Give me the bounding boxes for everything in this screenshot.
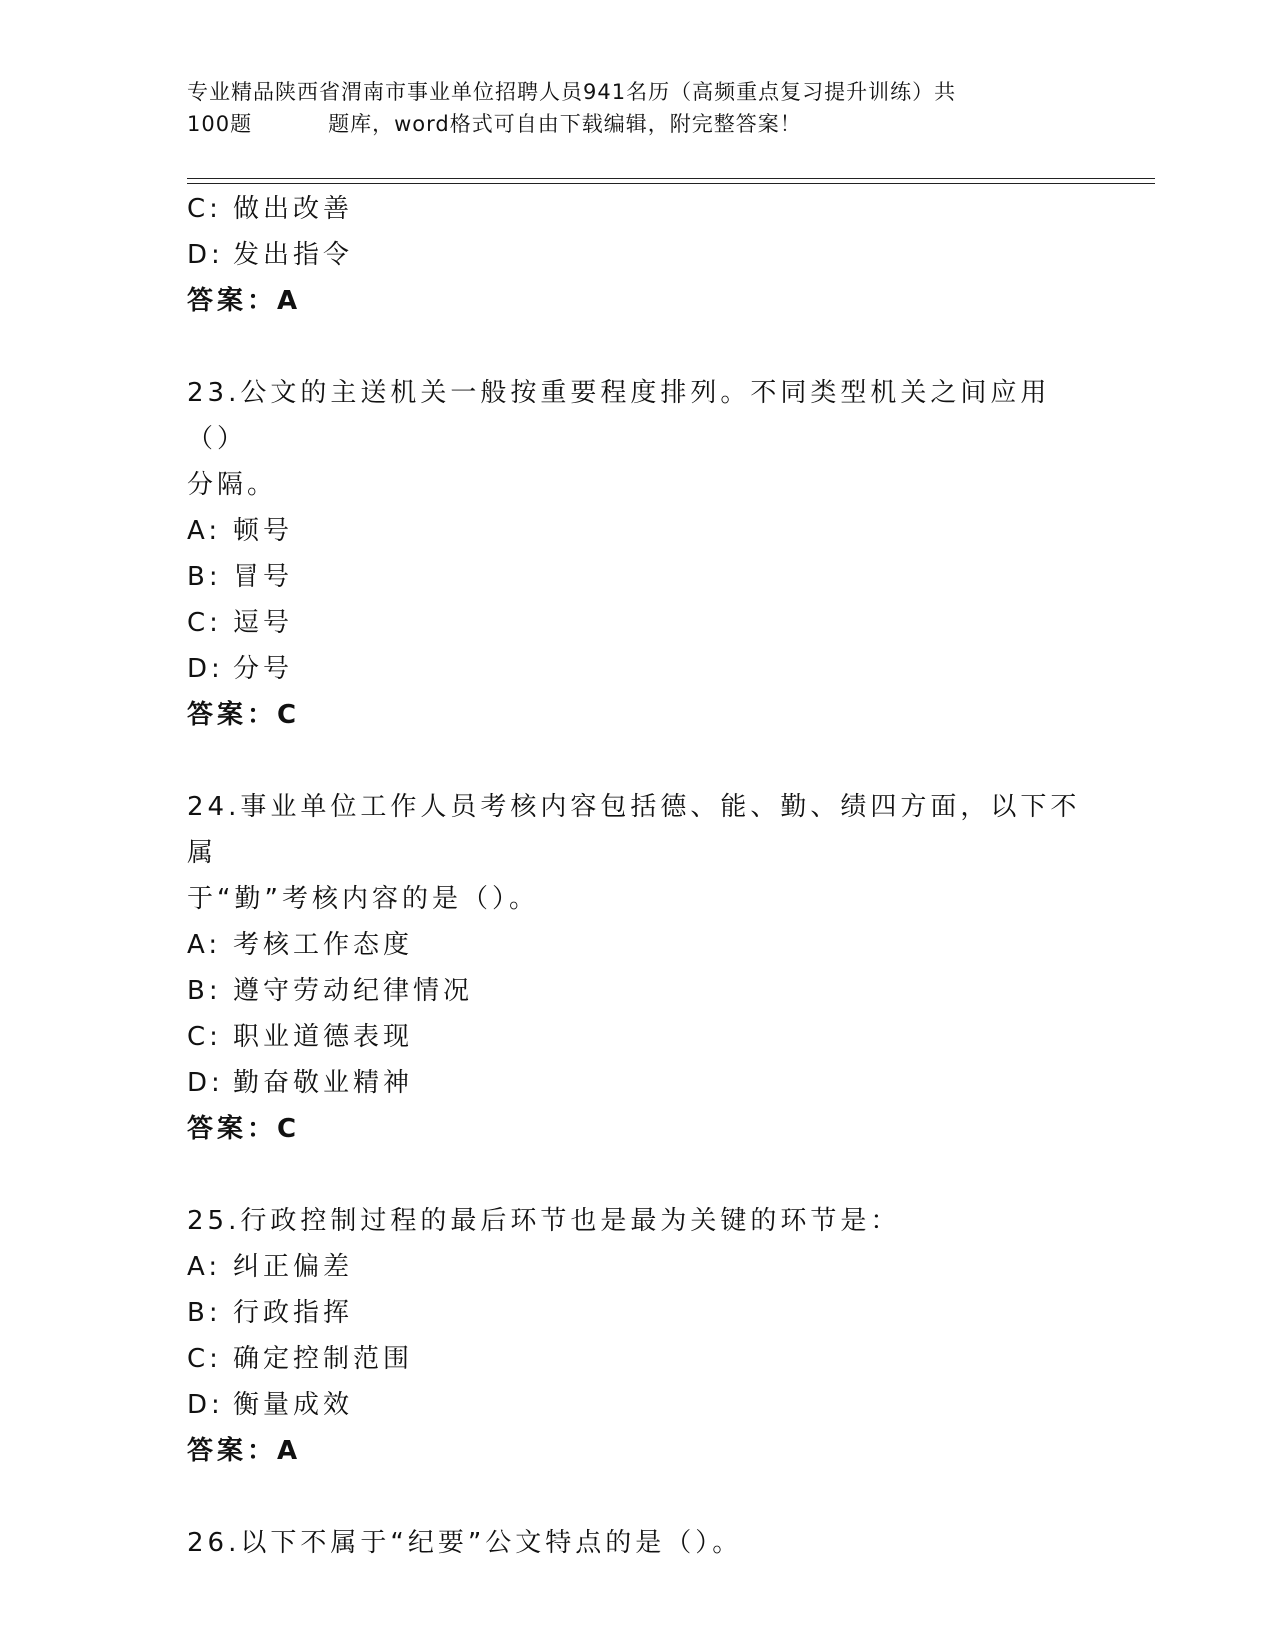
question-text-line1: 25.行政控制过程的最后环节也是最为关键的环节是： [187,1206,901,1236]
option-text: 做出改善 [233,194,354,224]
option-text: 确定控制范围 [233,1344,414,1374]
option-d [187,232,1087,278]
question-text-line2: 分隔。 [187,470,278,500]
option-d [187,1382,1087,1428]
option-c [187,600,1087,646]
option-text: 行政指挥 [233,1298,354,1328]
question-24 [187,784,1087,1152]
document-header [187,76,1107,140]
answer-line: 答案：C [187,700,301,730]
option-a [187,922,1087,968]
answer-line: 答案：A [187,1436,302,1466]
option-c [187,1014,1087,1060]
option-a [187,508,1087,554]
option-text: 纠正偏差 [233,1252,354,1282]
option-letter: A: [187,930,222,960]
option-text: 分号 [233,654,294,684]
option-letter: D: [187,240,224,270]
option-letter: B: [187,976,222,1006]
option-letter: D: [187,1068,224,1098]
header-count: 100题 [187,112,253,136]
option-letter: C: [187,1022,222,1052]
option-text: 考核工作态度 [233,930,414,960]
question-text-line2: 于“勤”考核内容的是（）。 [187,884,539,914]
header-divider-bottom [187,183,1155,184]
prev-question [187,186,1087,324]
header-subtitle: 题库，word格式可自由下载编辑，附完整答案！ [328,112,802,136]
header-divider-top [187,178,1155,179]
header-title-line2 [187,108,1107,140]
option-c [187,1336,1087,1382]
option-b [187,1290,1087,1336]
option-letter: A: [187,1252,222,1282]
question-text-line1: 24.事业单位工作人员考核内容包括德、能、勤、绩四方面，以下不属 [187,792,1081,868]
option-text: 顿号 [233,516,294,546]
option-letter: C: [187,1344,222,1374]
question-list [187,186,1087,1566]
option-letter: A: [187,516,222,546]
option-text: 衡量成效 [233,1390,354,1420]
option-letter: D: [187,1390,224,1420]
option-letter: C: [187,194,222,224]
answer-line: 答案：C [187,1114,301,1144]
option-letter: C: [187,608,222,638]
option-a [187,1244,1087,1290]
option-b [187,968,1087,1014]
option-letter: B: [187,1298,222,1328]
option-letter: D: [187,654,224,684]
option-text: 遵守劳动纪律情况 [233,976,474,1006]
option-letter: B: [187,562,222,592]
question-text [187,370,1087,508]
question-text-line1: 23.公文的主送机关一般按重要程度排列。不同类型机关之间应用（） [187,378,1051,454]
question-25 [187,1198,1087,1474]
option-text: 逗号 [233,608,294,638]
option-text: 职业道德表现 [233,1022,414,1052]
option-text: 勤奋敬业精神 [233,1068,414,1098]
answer-line: 答案：A [187,286,302,316]
question-26 [187,1520,1087,1566]
question-23 [187,370,1087,738]
option-text: 发出指令 [233,240,354,270]
question-text-line1: 26.以下不属于“纪要”公文特点的是（）。 [187,1528,743,1558]
option-c [187,186,1087,232]
option-d [187,646,1087,692]
question-text [187,1520,1087,1566]
option-text: 冒号 [233,562,294,592]
option-d [187,1060,1087,1106]
question-text [187,784,1087,922]
question-text [187,1198,1087,1244]
option-b [187,554,1087,600]
header-title-line1: 专业精品陕西省渭南市事业单位招聘人员941名历（高频重点复习提升训练）共 [187,80,957,104]
